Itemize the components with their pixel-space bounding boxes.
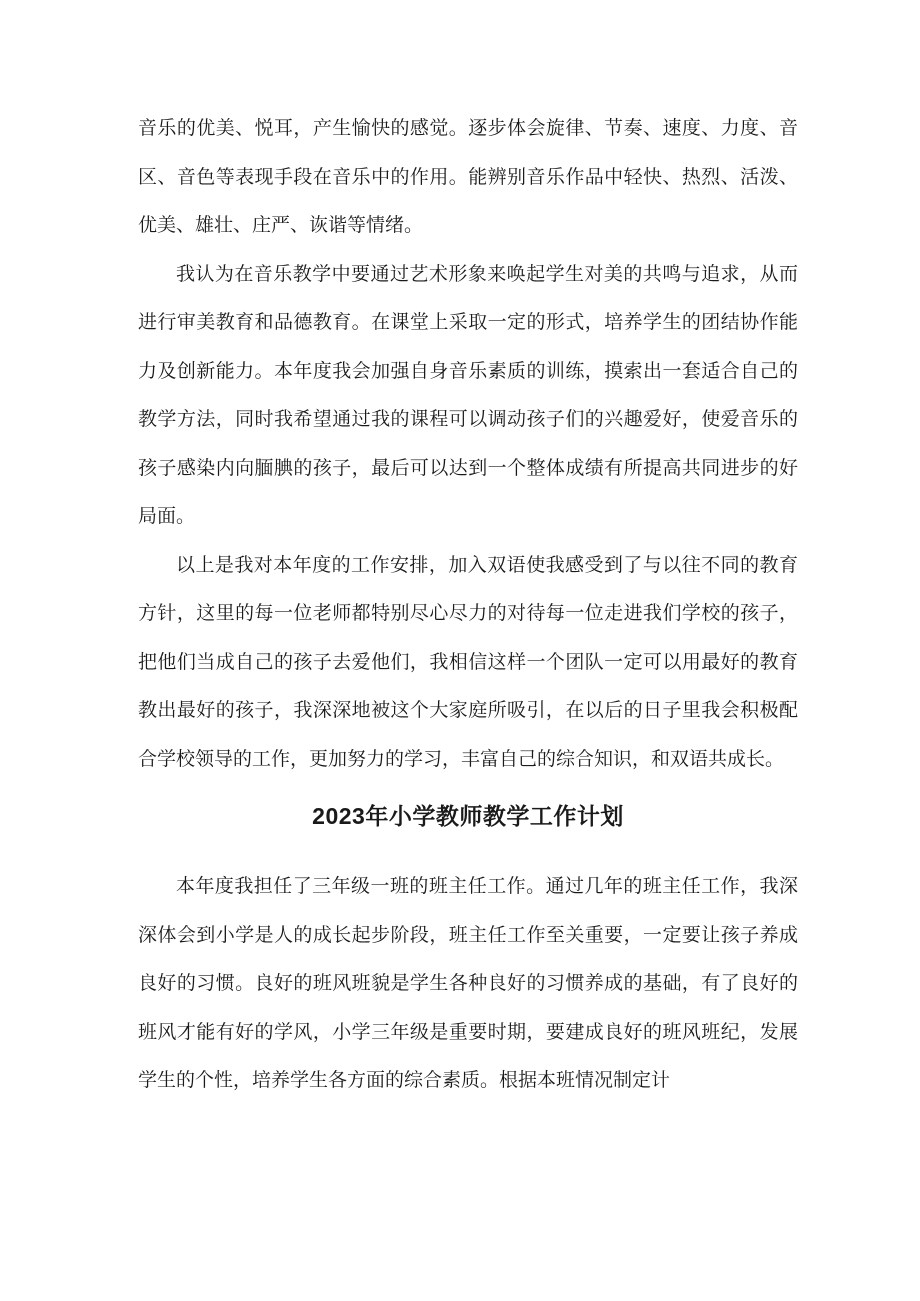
paragraph-teaching-philosophy: 我认为在音乐教学中要通过艺术形象来唤起学生对美的共鸣与追求，从而进行审美教育和品德教育。在课堂上采取一定的形式，培养学生的团结协作能力及创新能力。本年度我会加强自身音乐素质的训练，摸索出一套适合自己的教学方法，同时我希望通过我的课程可以调动孩子们的兴趣爱好，使爱音乐的孩子感染内向腼腆的孩子，最后可以达到一个整体成绩有所提高共同进步的好局面。 — [138, 262, 798, 527]
document-body — [138, 104, 798, 1105]
section-title: 2023年小学教师教学工作计划 — [312, 803, 624, 829]
paragraph-continuation: 音乐的优美、悦耳，产生愉快的感觉。逐步体会旋律、节奏、速度、力度、音区、音色等表现手段在音乐中的作用。能辨别音乐作品中轻快、热烈、活泼、优美、雄壮、庄严、诙谐等情绪。 — [138, 117, 798, 236]
paragraph-summary: 以上是我对本年度的工作安排，加入双语使我感受到了与以往不同的教育方针，这里的每一位老师都特别尽心尽力的对待每一位走进我们学校的孩子，把他们当成自己的孩子去爱他们，我相信这样一个团队一定可以用最好的教育教出最好的孩子，我深深地被这个大家庭所吸引，在以后的日子里我会积极配合学校领导的工作，更加努力的学习，丰富自己的综合知识，和双语共成长。 — [138, 553, 798, 770]
paragraph-plan-intro: 本年度我担任了三年级一班的班主任工作。通过几年的班主任工作，我深深体会到小学是人的成长起步阶段，班主任工作至关重要，一定要让孩子养成良好的习惯。良好的班风班貌是学生各种良好的习惯养成的基础，有了良好的班风才能有好的学风，小学三年级是重要时期，要建成良好的班风班纪，发展学生的个性，培养学生各方面的综合素质。根据本班情况制定计 — [138, 875, 798, 1091]
